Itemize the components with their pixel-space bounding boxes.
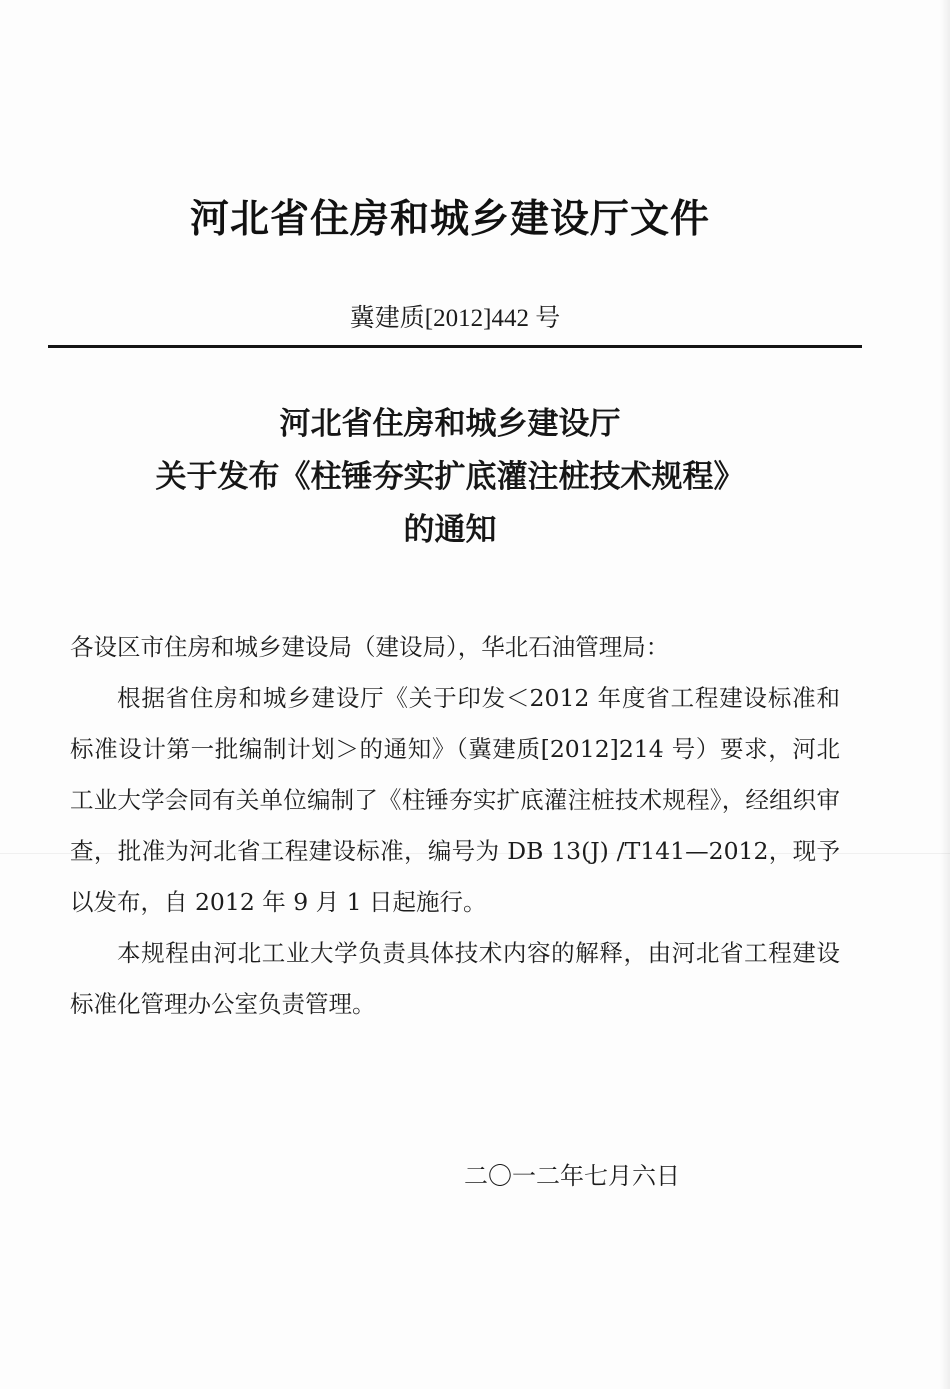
notice-title-line-3: 的通知 — [403, 512, 497, 548]
header-divider — [48, 345, 862, 348]
notice-body — [70, 622, 840, 1030]
paragraph-main: 根据省住房和城乡建设厅《关于印发＜2012 年度省工程建设标准和标准设计第一批编制计划＞的通知》（冀建质[2012]214 号）要求，河北工业大学会同有关单位编制了《柱锤夯实扩底灌注桩技术规程》，经组织审查，批准为河北省工程建设标准，编号为 DB 13(J) /T141—2012，现予以发布，自 2012 年 9 月 1 日起施行。 — [70, 684, 840, 916]
scan-artifact-line — [0, 853, 950, 854]
notice-title-line-1: 河北省住房和城乡建设厅 — [279, 406, 621, 442]
addressee: 各设区市住房和城乡建设局（建设局），华北石油管理局： — [70, 633, 670, 661]
notice-title-line-2: 关于发布《柱锤夯实扩底灌注桩技术规程》 — [155, 459, 745, 495]
scan-edge-shadow — [940, 0, 950, 1389]
issue-date: 二〇一二年七月六日 — [464, 1162, 680, 1190]
document-header-title: 河北省住房和城乡建设厅文件 — [189, 196, 710, 242]
document-number: 冀建质[2012]442 号 — [349, 305, 561, 332]
paragraph-interpretation: 本规程由河北工业大学负责具体技术内容的解释，由河北省工程建设标准化管理办公室负责管理。 — [70, 939, 840, 1018]
notice-title — [0, 398, 900, 557]
